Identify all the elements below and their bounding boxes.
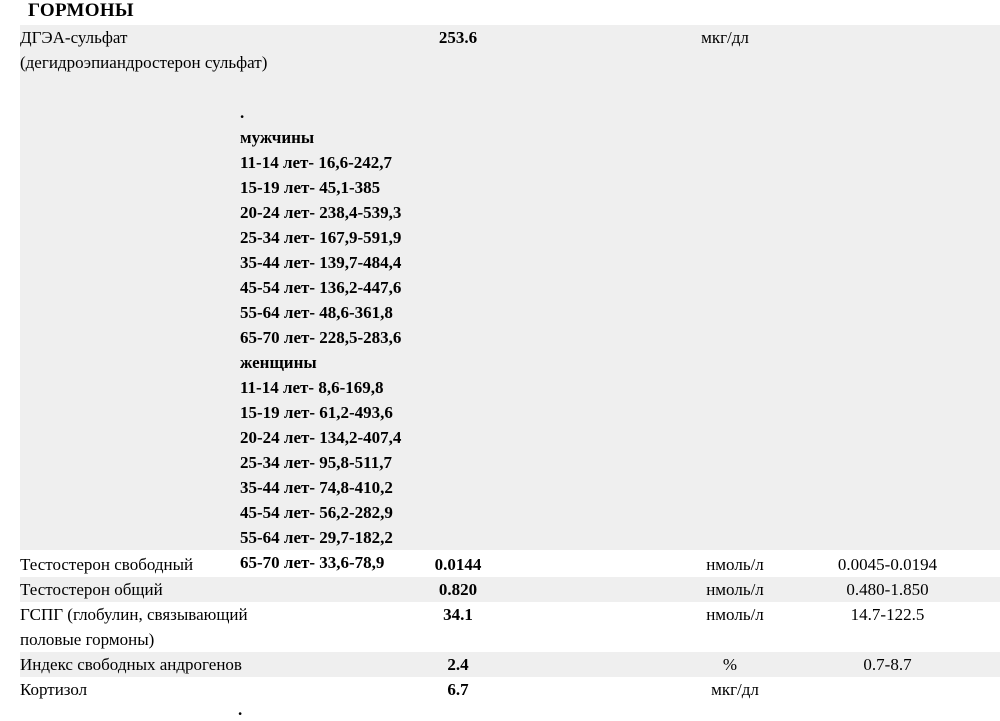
ref-line: 20-24 лет- 134,2-407,4: [240, 428, 402, 447]
ref-line: 25-34 лет- 167,9-591,9: [240, 228, 402, 247]
table-row: [20, 552, 1000, 577]
table-row: [20, 652, 1000, 677]
ref-line: 45-54 лет- 56,2-282,9: [240, 503, 393, 522]
ref-line: 11-14 лет- 16,6-242,7: [240, 153, 392, 172]
test-value: 2.4: [447, 655, 469, 674]
test-name: Индекс свободных андрогенов: [20, 655, 242, 674]
test-value: 34.1: [443, 605, 473, 624]
test-name-continued: половые гормоны): [20, 630, 155, 649]
test-value: 253.6: [438, 28, 478, 47]
ref-line: 15-19 лет- 61,2-493,6: [240, 403, 393, 422]
test-name-continued: (дегидроэпиандростерон сульфат): [20, 53, 268, 72]
table-row: [20, 577, 1000, 602]
reference-ranges: [240, 100, 401, 575]
test-unit: нмоль/л: [706, 555, 764, 574]
section-title: ГОРМОНЫ: [28, 0, 134, 21]
ref-line: мужчины: [240, 128, 315, 147]
test-value: 6.7: [447, 680, 469, 699]
ref-line: 65-70 лет- 228,5-283,6: [240, 328, 402, 347]
reference-range: 0.0045-0.0194: [837, 555, 938, 574]
ref-line: 65-70 лет- 33,6-78,9: [240, 553, 385, 572]
ref-line: женщины: [240, 353, 317, 372]
ref-line: 15-19 лет- 45,1-385: [240, 178, 381, 197]
ref-line: 20-24 лет- 238,4-539,3: [240, 203, 402, 222]
reference-range: 0.7-8.7: [863, 655, 912, 674]
table-row: [20, 602, 1000, 652]
ref-line: 45-54 лет- 136,2-447,6: [240, 278, 402, 297]
reference-range: 0.480-1.850: [846, 580, 929, 599]
ref-line: 55-64 лет- 29,7-182,2: [240, 528, 393, 547]
test-name: Тестостерон свободный: [20, 555, 194, 574]
table-row: [20, 677, 1000, 702]
test-name: Кортизол: [20, 680, 88, 699]
footer-dot: .: [238, 700, 243, 719]
test-unit: %: [722, 655, 738, 674]
test-unit: нмоль/л: [706, 580, 764, 599]
test-name: ДГЭА-сульфат: [20, 28, 128, 47]
test-name: ГСПГ (глобулин, связывающий: [20, 605, 248, 624]
test-value: 0.0144: [434, 555, 482, 574]
ref-line: 55-64 лет- 48,6-361,8: [240, 303, 393, 322]
test-value: 0.820: [438, 580, 478, 599]
ref-line: 25-34 лет- 95,8-511,7: [240, 453, 392, 472]
ref-line: 35-44 лет- 74,8-410,2: [240, 478, 393, 497]
reference-range: 14.7-122.5: [850, 605, 925, 624]
test-name: Тестостерон общий: [20, 580, 163, 599]
ref-line: .: [240, 103, 245, 122]
test-unit: мкг/дл: [711, 680, 759, 699]
ref-line: 11-14 лет- 8,6-169,8: [240, 378, 384, 397]
ref-line: 35-44 лет- 139,7-484,4: [240, 253, 402, 272]
test-unit: нмоль/л: [706, 605, 764, 624]
test-unit: мкг/дл: [701, 28, 749, 47]
